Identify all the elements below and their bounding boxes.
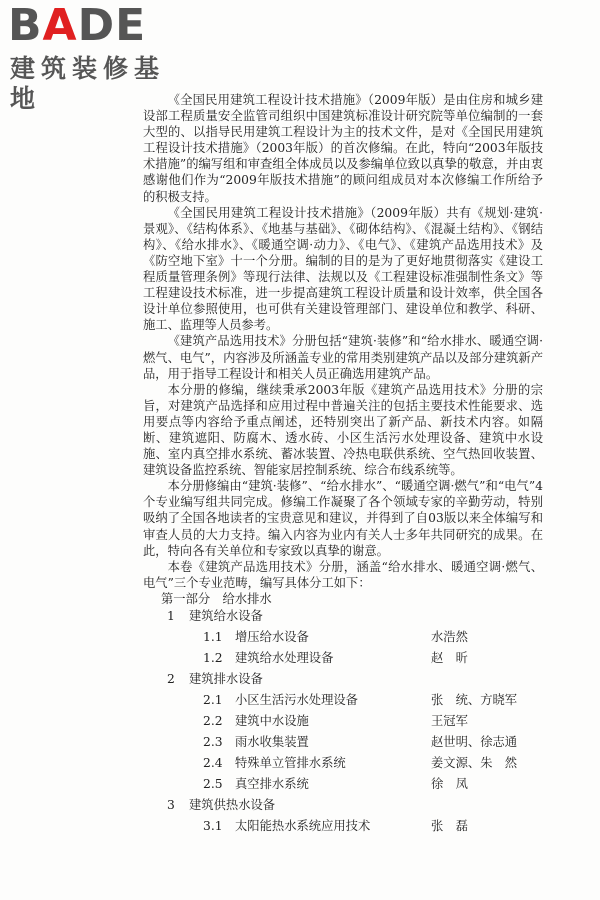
- subsection-author: 张 统、方晓军: [431, 692, 518, 707]
- subsection-author: 王冠军: [431, 713, 468, 728]
- subsection-row: [143, 629, 543, 650]
- subsection-number: 1.2: [203, 650, 223, 665]
- paragraph-3: 《建筑产品选用技术》分册包括“建筑·装修”和“给水排水、暖通空调·燃气、电气”，内容涉及所涵盖专业的常用类别建筑产品以及部分建筑新产品，用于指导工程设计和相关人员正确选用建筑产品。: [143, 334, 543, 381]
- subsection-title: 建筑中水设施: [235, 713, 309, 728]
- logo-wordmark: [8, 2, 146, 50]
- section-row: [143, 608, 543, 629]
- paragraph-4: 本分册的修编，继续秉承2003年版《建筑产品选用技术》分册的宗旨，对建筑产品选择和应用过程中普遍关注的包括主要技术性能要求、选用要点等内容给予重点阐述，还特别突出了新产品、新技术内容。如隔断、建筑遮阳、防腐木、透水砖、小区生活污水处理设备、建筑中水设施、室内真空排水系统、蓄冰装置、冷热电联供系统、空气热回收装置、建筑设备监控系统、智能家居控制系统、综合布线系统等。: [143, 382, 543, 478]
- subsection-author: 姜文源、朱 然: [431, 755, 518, 770]
- subsection-author: 张 磊: [431, 818, 468, 833]
- part-heading: 第一部分 给水排水: [161, 591, 272, 606]
- section-title: 建筑排水设备: [189, 671, 263, 686]
- subsection-number: 2.5: [203, 776, 223, 791]
- subsection-title: 增压给水设备: [235, 629, 309, 644]
- subsection-number: 2.3: [203, 734, 223, 749]
- section-row: [143, 671, 543, 692]
- logo-letters-de: DE: [77, 0, 147, 51]
- paragraph-1: 《全国民用建筑工程设计技术措施》（2009年版）是由住房和城乡建设部工程质量安全监管司组织中国建筑标准设计研究院等单位编制的一套大型的、以指导民用建筑工程设计为主的技术文件，是对《全国民用建筑工程设计技术措施》（2003年版）的首次修编。在此，特向“2003年版技术措施”的编写组和审查组全体成员以及参编单位致以真挚的敬意，并由衷感谢他们作为“2009年版技术措施”的顾问组成员对本次修编工作所给予的积极支持。: [143, 93, 543, 204]
- section-title: 建筑给水设备: [189, 608, 263, 623]
- subsection-author: 赵世明、徐志通: [431, 734, 518, 749]
- subsection-row: [143, 713, 543, 734]
- section-number: 2: [167, 671, 175, 686]
- subsection-number: 1.1: [203, 629, 223, 644]
- division-list: [143, 591, 543, 839]
- subsection-row: [143, 755, 543, 776]
- subsection-row: [143, 734, 543, 755]
- subsection-row: [143, 776, 543, 797]
- subsection-number: 2.4: [203, 755, 223, 770]
- paragraph-2: 《全国民用建筑工程设计技术措施》（2009年版）共有《规划·建筑·景观》、《结构体系》、《地基与基础》、《砌体结构》、《混凝土结构》、《钢结构》、《给水排水》、《暖通空调·动力》、《电气》、《建筑产品选用技术》及《防空地下室》十一个分册。编制的目的是为了更好地贯彻落实《建设工程质量管理条例》等现行法律、法规以及《工程建设标准强制性条文》等工程建设技术标准，进一步提高建筑工程设计质量和设计效率，供全国各设计单位参照使用，也可供有关建设管理部门、建设单位和教学、科研、施工、监理等人员参考。: [143, 205, 543, 333]
- subsection-number: 3.1: [203, 818, 223, 833]
- subsection-number: 2.2: [203, 713, 223, 728]
- logo-letter-a: A: [42, 0, 78, 51]
- logo-letter-b: B: [8, 0, 43, 51]
- subsection-author: 赵 昕: [431, 650, 468, 665]
- subsection-title: 雨水收集装置: [235, 734, 309, 749]
- subsection-title: 特殊单立管排水系统: [235, 755, 346, 770]
- subsection-number: 2.1: [203, 692, 223, 707]
- logo: [8, 0, 178, 113]
- logo-subtitle: 建筑装修基地: [10, 54, 166, 113]
- subsection-row: [143, 650, 543, 671]
- section-title: 建筑供热水设备: [189, 797, 276, 812]
- subsection-title: 太阳能热水系统应用技术: [235, 818, 371, 833]
- section-number: 3: [167, 797, 175, 812]
- subsection-author: 徐 凤: [431, 776, 468, 791]
- subsection-author: 水浩然: [431, 629, 468, 644]
- subsection-row: [143, 692, 543, 713]
- body-text: [143, 92, 543, 839]
- subsection-title: 小区生活污水处理设备: [235, 692, 358, 707]
- section-row: [143, 797, 543, 818]
- subsection-row: [143, 818, 543, 839]
- paragraph-5: 本分册修编由“建筑·装修”、“给水排水”、“暖通空调·燃气”和“电气”4个专业编写组共同完成。修编工作凝聚了各个领域专家的辛勤劳动，特别吸纳了全国各地读者的宝贵意见和建议，并得到了自03版以来全体编写和审查人员的大力支持。编入内容为业内有关人士多年共同研究的成果。在此，特向各有关单位和专家致以真挚的谢意。: [143, 479, 543, 558]
- paragraph-6: 本卷《建筑产品选用技术》分册，涵盖“给水排水、暖通空调·燃气、电气”三个专业范畴，编写具体分工如下：: [143, 559, 543, 590]
- section-number: 1: [167, 608, 175, 623]
- subsection-title: 真空排水系统: [235, 776, 309, 791]
- subsection-title: 建筑给水处理设备: [235, 650, 334, 665]
